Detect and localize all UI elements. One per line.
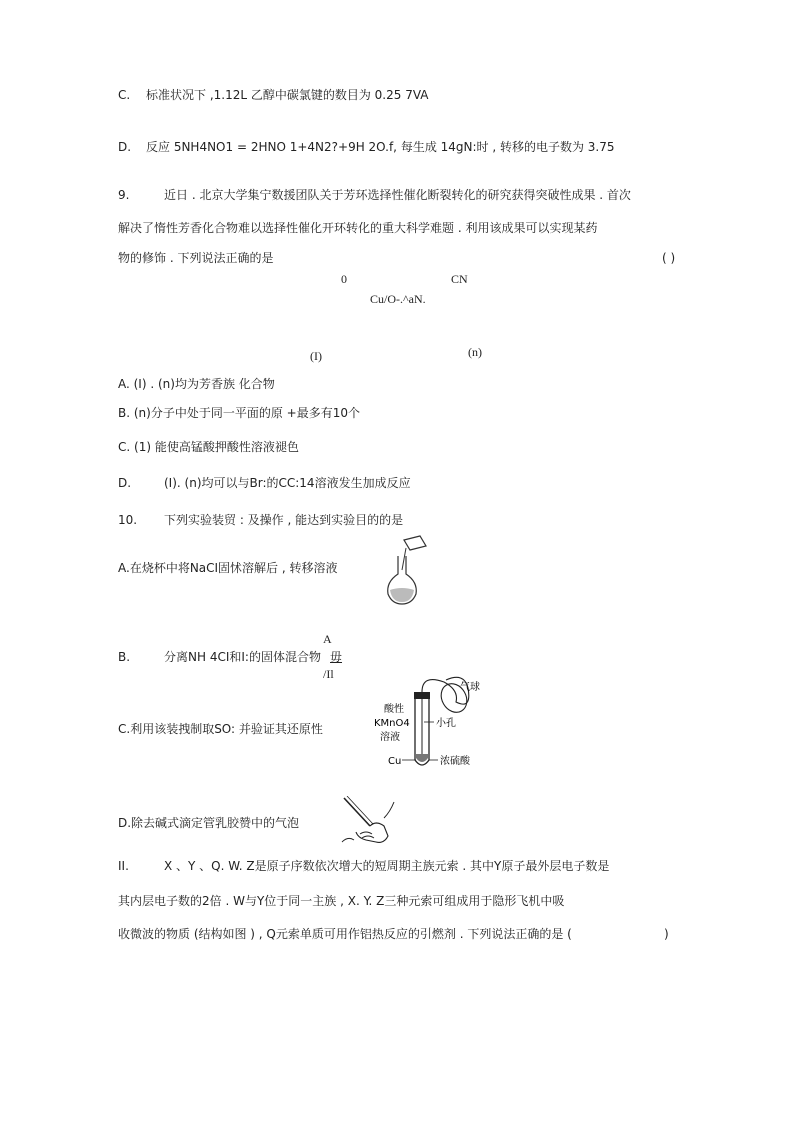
q9-option-d-label: D. xyxy=(118,476,132,490)
q10-b-figure-mid: 毋 xyxy=(330,650,343,664)
figure-label-balloon: 气球 xyxy=(460,682,480,693)
reaction-substrate-label: 0 xyxy=(341,272,347,286)
option-c-text: 标准状况下 ,1.12L 乙醇中碳氯键的数目为 0.25 7VA xyxy=(146,88,429,102)
q10-number: 10. xyxy=(118,513,138,527)
q10-option-b-text: 分离NH 4CI和I:的固体混合物 xyxy=(164,650,321,664)
figure-label-acid-1: 酸性 xyxy=(384,704,404,715)
q9-line-2: 解决了惰性芳香化合物难以选择性催化开环转化的重大科学难题 . 利用该成果可以实现某药 xyxy=(118,221,598,235)
so2-apparatus-figure xyxy=(364,676,514,776)
q10-option-b-label: B. xyxy=(118,650,131,664)
reaction-conditions: Cu/O-.^aN. xyxy=(370,292,426,306)
q10-b-figure-top: A xyxy=(323,632,332,646)
q9-line-1: 近日 . 北京大学集宁数援团队关于芳环选择性催化断裂转化的研究获得突破性成果 . 首次 xyxy=(164,188,631,202)
q11-close-paren: ) xyxy=(664,927,669,941)
q9-option-d-text: (I). (n)均可以与Br:的CC:14溶液发生加成反应 xyxy=(164,476,411,490)
q10-option-d: D.除去碱式滴定管乳胶赞中的气泡 xyxy=(118,816,300,830)
q10-option-c: C.利用该装拽制取SO: 并验证其还原性 xyxy=(118,722,323,736)
option-c-label: C. xyxy=(118,88,131,102)
figure-label-acid-3: 溶液 xyxy=(380,732,400,743)
q10-b-figure-bottom: /Il xyxy=(323,667,334,681)
q11-line-3: 收微波的物质 (结构如图 ) , Q元索单质可用作铝热反应的引燃剂 . 下列说法正确的是 ( xyxy=(118,927,572,941)
q9-option-a: A. (I) . (n)均为芳香族 化合物 xyxy=(118,377,275,391)
q11-number: II. xyxy=(118,859,129,873)
q11-line-1: X 、Y 、Q. W. Z是原子序数依次增大的短周期主族元索 . 其中Y原子最外层电子数是 xyxy=(164,859,610,873)
option-d-text: 反应 5NH4NO1 = 2HNO 1+4N2?+9H 2O.f, 每生成 14gN:时 , 转移的电子数为 3.75 xyxy=(146,140,615,154)
compound-i-label: (I) xyxy=(310,349,322,363)
burette-bubble-figure xyxy=(336,796,400,846)
q9-number: 9. xyxy=(118,188,130,202)
q10-text: 下列实验装贸 : 及操作 , 能达到实验目的的是 xyxy=(164,513,404,527)
reaction-product-cn: CN xyxy=(451,272,468,286)
option-d-label: D. xyxy=(118,140,132,154)
figure-label-hole: 小孔 xyxy=(436,718,456,729)
q9-line-3: 物的修饰 . 下列说法正确的是 xyxy=(118,251,274,265)
compound-n-label: (n) xyxy=(468,345,482,359)
figure-label-acid-2: KMnO4 xyxy=(374,718,410,729)
q9-option-c: C. (1) 能使高锰酸押酸性溶液褪色 xyxy=(118,440,299,454)
q11-line-2: 其内层电子数的2倍 . W与Y位于同一主族 , X. Y. Z三种元索可组成用于隐形飞机中吸 xyxy=(118,894,565,908)
q9-option-b: B. (n)分子中处于同一平面的原 +最多有10个 xyxy=(118,406,360,420)
figure-label-cu: Cu xyxy=(388,756,402,767)
figure-label-h2so4: 浓硫酸 xyxy=(440,756,470,767)
q10-option-a: A.在烧杯中将NaCI固怵溶解后 , 转移溶液 xyxy=(118,561,338,575)
q9-answer-paren: ( ) xyxy=(662,251,676,265)
volumetric-flask-figure xyxy=(382,534,434,606)
